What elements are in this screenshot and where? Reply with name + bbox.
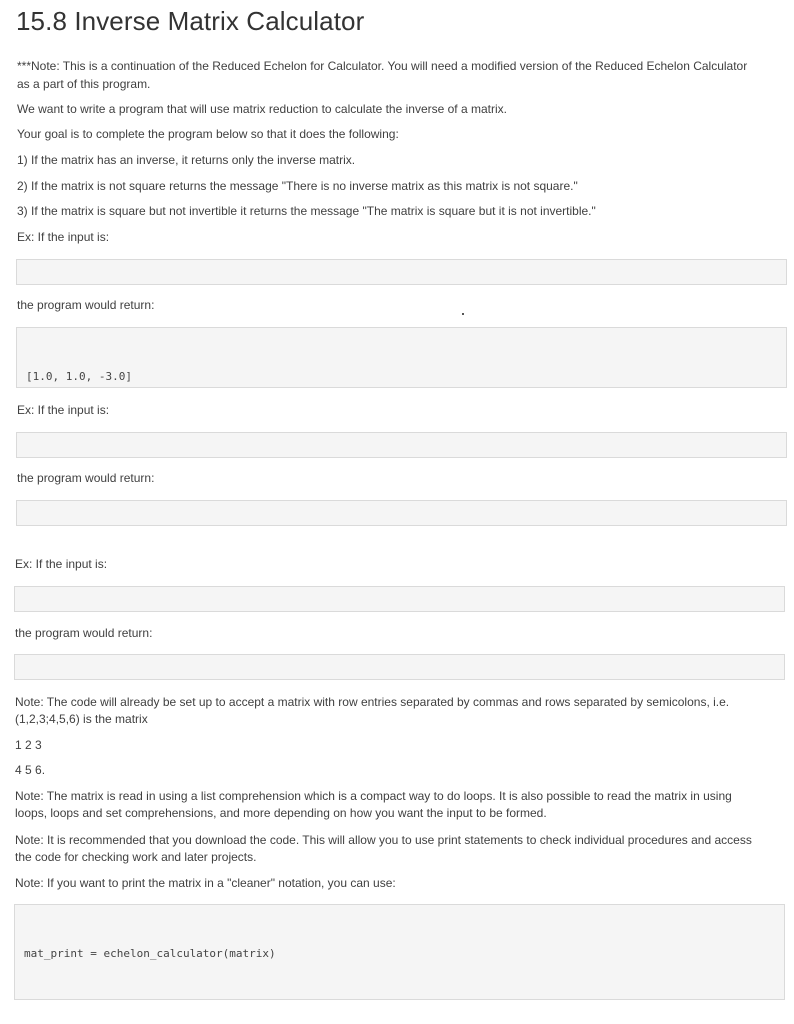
intro-note-line-2: as a part of this program.: [17, 77, 151, 91]
matrix-row-1: 1 2 3: [15, 738, 42, 752]
rule-1: 1) If the matrix has an inverse, it returns only the inverse matrix.: [17, 153, 356, 167]
list-comp-note-line-2: loops, loops and set comprehensions, and more depending on how you want the input to be formed.: [15, 806, 547, 820]
page-title: 15.8 Inverse Matrix Calculator: [16, 6, 365, 36]
format-note-line-2: (1,2,3;4,5,6) is the matrix: [15, 712, 148, 726]
format-note-line-1: Note: The code will already be set up to accept a matrix with row entries separated by commas and rows separated by semicolons, i.e.: [15, 695, 730, 709]
rule-2: 2) If the matrix is not square returns the message "There is no inverse matrix as this matrix is not square.": [17, 179, 578, 193]
download-note-line-1: Note: It is recommended that you download the code. This will allow you to use print statements to check individual procedures and access: [15, 833, 752, 847]
example-3-label: Ex: If the input is:: [15, 557, 108, 571]
example-1-label: Ex: If the input is:: [17, 230, 110, 244]
print-note: Note: If you want to print the matrix in a "cleaner" notation, you can use:: [15, 876, 396, 890]
intro-note-line-1: ***Note: This is a continuation of the Reduced Echelon for Calculator. You will need a modified version of the Reduced Echelon Calculator: [17, 59, 748, 73]
example-3-output-block: [14, 654, 785, 680]
example-1-output-block: [16, 327, 787, 388]
example-2-label: Ex: If the input is:: [17, 403, 110, 417]
example-2-input-block: [16, 432, 787, 458]
example-1-return-label: the program would return:: [17, 298, 155, 312]
example-2-output-block: [16, 500, 787, 526]
print-code-line-1: mat_print = echelon_calculator(matrix): [24, 947, 276, 960]
download-note-line-2: the code for checking work and later projects.: [15, 850, 257, 864]
intro-purpose: We want to write a program that will use matrix reduction to calculate the inverse of a matrix.: [17, 102, 507, 116]
example-2-return-label: the program would return:: [17, 471, 155, 485]
example-3-return-label: the program would return:: [15, 626, 153, 640]
print-code-line-2: [24, 998, 775, 1001]
example-1-input-block: [16, 259, 787, 285]
list-comp-note-line-1: Note: The matrix is read in using a list comprehension which is a compact way to do loops. It is also possible to read the matrix in using: [15, 789, 732, 803]
rule-3: 3) If the matrix is square but not invertible it returns the message "The matrix is square but it is not invertible.": [17, 204, 596, 218]
print-code-block: [14, 904, 785, 1000]
intro-goal: Your goal is to complete the program below so that it does the following:: [17, 127, 399, 141]
stray-dot: [462, 313, 464, 315]
matrix-row-2: 4 5 6.: [15, 763, 46, 777]
example-3-input-block: [14, 586, 785, 612]
example-1-output-line-1: [1.0, 1.0, -3.0]: [26, 370, 132, 383]
